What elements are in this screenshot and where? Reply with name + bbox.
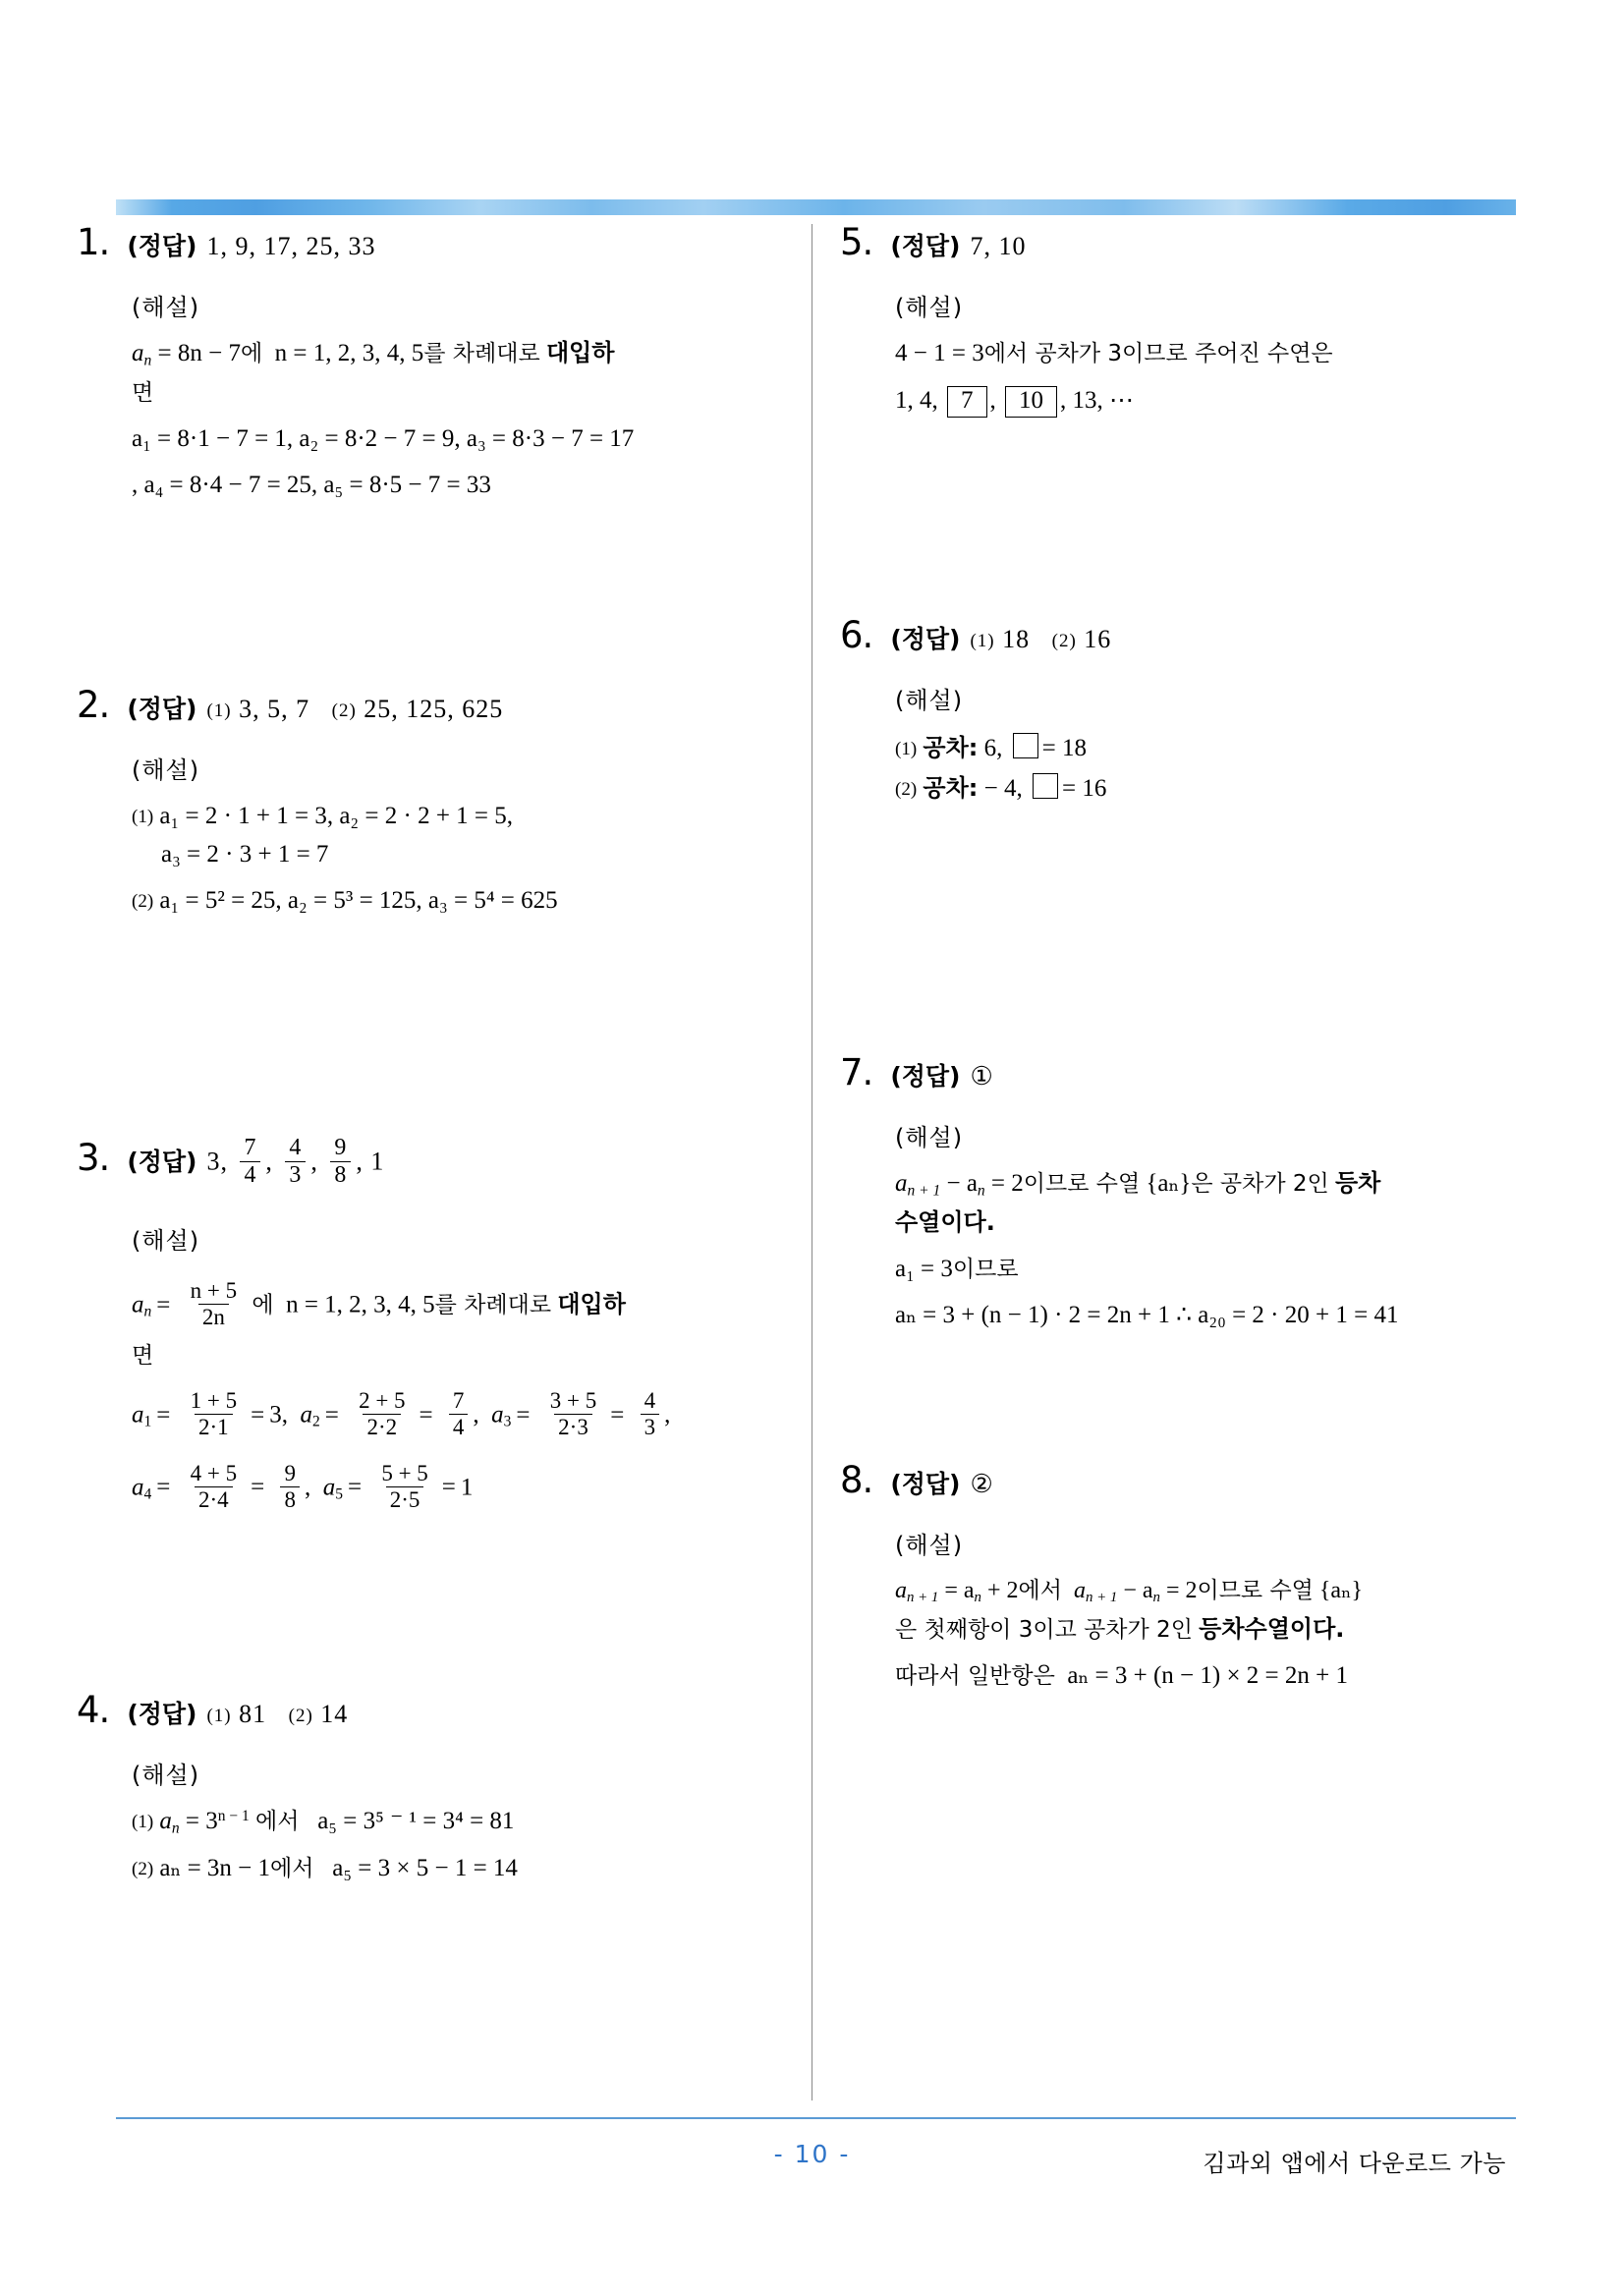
math-expression: a₁ = 3 xyxy=(895,1255,953,1282)
problem-2-step-3 xyxy=(132,887,755,916)
subitem-label-1: (1) xyxy=(206,700,232,721)
answer-label: (정답) xyxy=(127,695,197,723)
result: 1 xyxy=(460,1473,474,1500)
math-expression: aₙ = 3n − 1 xyxy=(159,1855,271,1882)
math-a: a xyxy=(1073,1578,1086,1603)
problem-1-step-1-cont xyxy=(132,379,755,408)
denominator: 4 xyxy=(449,1414,469,1439)
subitem-label-2: (2) xyxy=(895,778,918,800)
fraction-4-3 xyxy=(285,1136,306,1188)
math-eq: = 2 xyxy=(984,1170,1024,1197)
math-subscript: n xyxy=(974,1590,981,1606)
problem-3-answer-value: 3, $\frac{7}{4}$ , $\frac{4}{3}$ , $\frac{9}{8}$ , 1 xyxy=(206,1135,385,1189)
explanation-label: (해설) xyxy=(132,294,200,321)
math-op: − a xyxy=(1117,1578,1153,1603)
math-n-values: n = 1, 2, 3, 4, 5 xyxy=(274,340,424,366)
answer-term-1: 3, xyxy=(206,1147,228,1176)
subitem-label-2: (2) xyxy=(1051,631,1077,651)
problem-3 xyxy=(77,1135,755,1514)
sequence-suffix: , 13, ⋯ xyxy=(1060,386,1134,414)
denominator: 8 xyxy=(330,1161,351,1188)
subitem-label-1: (1) xyxy=(206,1706,232,1726)
answer-label: (정답) xyxy=(890,625,961,653)
math-a: a xyxy=(159,1808,172,1835)
explanation-label: (해설) xyxy=(895,1532,964,1559)
problem-1-step-3: , a₄ = 8·4 − 7 = 25, a₅ = 8·5 − 7 = 33 xyxy=(132,471,491,498)
korean-text: 은 공차가 2인 xyxy=(1191,1171,1329,1197)
answer-label: (정답) xyxy=(890,232,961,260)
problem-2-answer-value xyxy=(206,695,503,724)
subitem-label-2: (2) xyxy=(288,1706,313,1726)
math-eq: = 2 xyxy=(1159,1578,1198,1603)
denominator: 2n xyxy=(198,1304,229,1329)
math-subscript: n xyxy=(1152,1590,1160,1606)
answer-label: (정답) xyxy=(127,1700,197,1728)
footer-rule xyxy=(116,2117,1516,2119)
problem-6 xyxy=(840,614,1518,804)
problem-4-answer-2: 14 xyxy=(320,1700,349,1728)
denominator: 3 xyxy=(285,1161,306,1188)
math-op: = a xyxy=(938,1578,975,1603)
problem-4-answer-1: 81 xyxy=(239,1700,267,1728)
problem-4-step-2 xyxy=(132,1855,755,1883)
problem-8-answer-line xyxy=(840,1459,1518,1501)
math-result: a₅ = 3 × 5 − 1 = 14 xyxy=(332,1855,518,1882)
problem-1-answer-value: 1, 9, 17, 25, 33 xyxy=(206,232,376,260)
subitem-label-2: (2) xyxy=(132,1859,154,1880)
math-set: {aₙ} xyxy=(1318,1578,1363,1603)
korean-bold-text: 대입하 xyxy=(545,339,615,366)
right-column xyxy=(840,221,1518,1689)
problem-7-step-1 xyxy=(895,1170,1518,1200)
korean-bold-text: 등차수열이다. xyxy=(1199,1615,1345,1644)
subitem-label-1: (1) xyxy=(132,1812,154,1833)
problem-1-answer-line xyxy=(77,221,755,263)
problem-2-number: 2. xyxy=(77,684,110,726)
fraction-general-term xyxy=(187,1279,241,1329)
korean-bold-text: 공차: xyxy=(923,773,979,802)
numerator: 4 xyxy=(644,1388,656,1414)
math-sub-n: n xyxy=(143,352,152,369)
problem-3-answer-line xyxy=(77,1135,755,1190)
answer-label: (정답) xyxy=(127,1147,197,1176)
math-exponent: n − 1 xyxy=(217,1808,250,1824)
numerator: 7 xyxy=(452,1388,465,1414)
answer-box-1: 7 xyxy=(947,386,987,418)
problem-3-step-3: $a_4$ = $\frac{4 + 5}{2\cdot 4}$ = $\frac{9}{8}$ , $a_5$ = $\frac{5 + 5}{2\cdot 5}$ = 1 xyxy=(132,1460,474,1512)
numerator: 4 + 5 xyxy=(190,1460,238,1485)
problem-1-step-1 xyxy=(132,340,755,369)
math-expression: a₁ = 5² = 25, a₂ = 5³ = 125, a₃ = 5⁴ = 625 xyxy=(159,886,558,914)
numerator: 1 + 5 xyxy=(190,1388,238,1414)
problem-7-step-3: aₙ = 3 + (n − 1) · 2 = 2n + 1 ∴ a₂₀ = 2 · 20 + 1 = 41 xyxy=(895,1301,1399,1328)
problem-8-number: 8. xyxy=(840,1459,873,1501)
korean-text: 이므로 수열 xyxy=(1023,1171,1141,1197)
math-eq: = 3 xyxy=(179,1808,218,1835)
problem-2-step-2: a₃ = 2 · 3 + 1 = 7 xyxy=(161,840,329,868)
empty-answer-box xyxy=(1013,733,1038,758)
problem-3-number: 3. xyxy=(77,1136,110,1179)
math-result: = 16 xyxy=(1061,774,1107,802)
math-op: − a xyxy=(940,1170,978,1197)
fraction-9-8 xyxy=(330,1136,351,1188)
answer-label: (정답) xyxy=(890,1470,961,1498)
subitem-label-2: (2) xyxy=(132,890,154,912)
problem-6-answer-value xyxy=(970,625,1111,654)
numerator: 5 + 5 xyxy=(381,1460,428,1485)
problem-7-step-1-cont xyxy=(895,1209,1518,1238)
problem-4 xyxy=(77,1689,755,1883)
korean-bold-text: 공차: xyxy=(923,734,979,761)
common-difference-value: − 4, xyxy=(983,774,1023,802)
denominator: 2·4 xyxy=(195,1486,233,1512)
problem-7-answer-line xyxy=(840,1051,1518,1093)
math-set: {aₙ} xyxy=(1146,1170,1192,1197)
numerator: 2 + 5 xyxy=(359,1388,406,1414)
korean-text: 따라서 일반항은 xyxy=(895,1663,1055,1689)
denominator: 2·2 xyxy=(363,1414,401,1439)
subitem-label-2: (2) xyxy=(331,700,357,721)
problem-5-answer-line xyxy=(840,221,1518,263)
problem-8 xyxy=(840,1459,1518,1691)
problem-2-answer-line xyxy=(77,684,755,726)
denominator: 2·5 xyxy=(386,1486,424,1512)
problem-5-answer-value: 7, 10 xyxy=(970,232,1027,260)
korean-text: 에서 xyxy=(255,1809,300,1835)
fraction-a5 xyxy=(377,1462,431,1512)
problem-6-answer-2: 16 xyxy=(1084,625,1112,653)
common-difference-value: 6, xyxy=(983,735,1003,761)
problem-2-answer-1: 3, 5, 7 xyxy=(239,695,310,723)
fraction-a3 xyxy=(546,1389,600,1439)
problem-1 xyxy=(77,221,755,499)
numerator: n + 5 xyxy=(190,1278,238,1304)
result: 3, xyxy=(269,1401,288,1428)
problem-7-number: 7. xyxy=(840,1051,873,1093)
denominator: 2·3 xyxy=(554,1414,592,1439)
numerator: 7 xyxy=(244,1135,257,1160)
korean-text: 은 첫째항이 3이고 공차가 2인 xyxy=(895,1617,1193,1644)
korean-bold-text: 수열이다. xyxy=(895,1208,995,1237)
math-expression: a₁ = 2 · 1 + 1 = 3, a₂ = 2 · 2 + 1 = 5, xyxy=(159,803,514,829)
numerator: 3 + 5 xyxy=(549,1388,597,1414)
problem-4-answer-line xyxy=(77,1689,755,1731)
problem-5-number: 5. xyxy=(840,221,873,263)
problem-3-step-2: $a_1$ = $\frac{1 + 5}{2\cdot 1}$ = 3, $a_2$ = $\frac{2 + 5}{2\cdot 2}$ = $\frac{7}{4}$ , $a_3$ = $\frac{3 + 5}{2\cdot 3}$ = $\frac{4}{3}$ , xyxy=(132,1388,671,1440)
korean-text: 이므로 수열 xyxy=(1197,1578,1314,1603)
korean-text: 에서 xyxy=(270,1856,314,1882)
problem-7 xyxy=(840,1051,1518,1329)
math-subscript: n + 1 xyxy=(907,1182,941,1200)
math-subscript: n + 1 xyxy=(907,1590,939,1606)
problem-2 xyxy=(77,684,755,915)
problem-8-step-2 xyxy=(895,1662,1518,1691)
problem-8-answer-value: ② xyxy=(970,1470,994,1498)
problem-5 xyxy=(840,221,1518,418)
problem-2-answer-2: 25, 125, 625 xyxy=(364,695,504,723)
problem-6-answer-1: 18 xyxy=(1002,625,1031,653)
korean-particle: 에 xyxy=(240,341,263,366)
math-formula: = 8n − 7 xyxy=(151,340,241,366)
fraction-a3-result xyxy=(641,1389,660,1439)
separator: , xyxy=(989,386,996,414)
math-a: a xyxy=(132,340,144,366)
math-result: = 18 xyxy=(1041,735,1087,761)
answer-label: (정답) xyxy=(127,232,197,260)
math-subscript: n xyxy=(977,1182,985,1200)
fraction-a2-result xyxy=(449,1389,469,1439)
numerator: 4 xyxy=(289,1135,303,1160)
denominator: 8 xyxy=(280,1486,300,1512)
numerator: 9 xyxy=(284,1460,296,1485)
problem-7-step-2 xyxy=(895,1256,1518,1284)
problem-6-number: 6. xyxy=(840,614,873,656)
korean-text: 면 xyxy=(132,1342,154,1369)
numerator: 9 xyxy=(334,1135,348,1160)
explanation-label: (해설) xyxy=(132,1762,200,1789)
explanation-label: (해설) xyxy=(895,1124,964,1151)
korean-particle: 에 xyxy=(252,1292,274,1318)
page-number: - 10 - xyxy=(773,2140,851,2168)
empty-answer-box xyxy=(1033,773,1058,799)
problem-1-step-2: a₁ = 8·1 − 7 = 1, a₂ = 8·2 − 7 = 9, a₃ = 8·3 − 7 = 17 xyxy=(132,424,635,452)
problem-8-step-1 xyxy=(895,1578,1518,1606)
sequence-prefix: 1, 4, xyxy=(895,386,938,414)
footer-note: 김과외 앱에서 다운로드 가능 xyxy=(1203,2150,1506,2177)
problem-4-number: 4. xyxy=(77,1689,110,1731)
explanation-label: (해설) xyxy=(132,756,200,784)
problem-5-step-2 xyxy=(895,386,1518,418)
korean-text: 를 차례대로 xyxy=(434,1292,552,1318)
problem-1-number: 1. xyxy=(77,221,110,263)
problem-2-step-1 xyxy=(132,803,755,831)
problem-6-step-1 xyxy=(895,733,1518,763)
explanation-label: (해설) xyxy=(132,1227,200,1256)
math-expression: a₅ = 3⁵ ⁻ ¹ = 3⁴ = 81 xyxy=(317,1808,515,1835)
korean-bold-text: 대입하 xyxy=(557,1290,626,1318)
denominator: 2·1 xyxy=(195,1414,233,1439)
fraction-a2 xyxy=(355,1389,409,1439)
math-a: a xyxy=(895,1578,907,1603)
explanation-label: (해설) xyxy=(895,294,964,321)
denominator: 4 xyxy=(240,1161,260,1188)
denominator: 3 xyxy=(641,1414,660,1439)
math-expression: 4 − 1 = 3 xyxy=(895,340,984,366)
problem-3-step-1: $a_n$ = $\frac{n + 5}{2n}$ 에 n = 1, 2, 3, 4, 5를 차례대로 대입하 xyxy=(132,1278,626,1330)
problem-5-step-1 xyxy=(895,340,1518,368)
fraction-7-4 xyxy=(240,1136,260,1188)
problem-8-step-1-cont xyxy=(895,1616,1518,1645)
subitem-label-1: (1) xyxy=(970,631,995,651)
problem-4-step-1: (1) $a_n = 3^{n - 1}$ 에서 a₅ = 3⁵ ⁻ ¹ = 3⁴ = 81 xyxy=(132,1808,515,1837)
answer-box-2: 10 xyxy=(1005,386,1057,418)
subitem-label-1: (1) xyxy=(895,739,918,759)
math-n-values: n = 1, 2, 3, 4, 5 xyxy=(286,1291,435,1318)
problem-7-answer-value: ① xyxy=(970,1062,994,1091)
korean-text: 면 xyxy=(132,380,154,407)
math-subscript: n + 1 xyxy=(1085,1590,1118,1606)
answer-term-last: 1 xyxy=(370,1147,385,1176)
problem-6-answer-line xyxy=(840,614,1518,656)
header-decorative-bar xyxy=(116,199,1516,215)
korean-text: 이므로 xyxy=(952,1256,1019,1282)
answer-label: (정답) xyxy=(890,1062,961,1091)
fraction-a4-result xyxy=(280,1462,300,1512)
fraction-a1 xyxy=(187,1389,241,1439)
korean-text: 에서 xyxy=(1018,1578,1062,1603)
fraction-a4 xyxy=(187,1462,241,1512)
korean-text: 에서 공차가 3이므로 주어진 수연은 xyxy=(983,341,1333,366)
problem-4-answer-value xyxy=(206,1700,348,1729)
problem-6-step-2 xyxy=(895,773,1518,804)
explanation-label: (해설) xyxy=(895,687,964,714)
problem-3-step-1-cont xyxy=(132,1342,755,1371)
korean-bold-text: 등차 xyxy=(1334,1169,1381,1197)
math-expression: aₙ = 3 + (n − 1) × 2 = 2n + 1 xyxy=(1067,1662,1349,1689)
korean-text: 를 차례대로 xyxy=(423,341,540,366)
math-eq: + 2 xyxy=(980,1578,1019,1603)
subitem-label-1: (1) xyxy=(132,807,154,827)
math-a: a xyxy=(895,1170,908,1197)
